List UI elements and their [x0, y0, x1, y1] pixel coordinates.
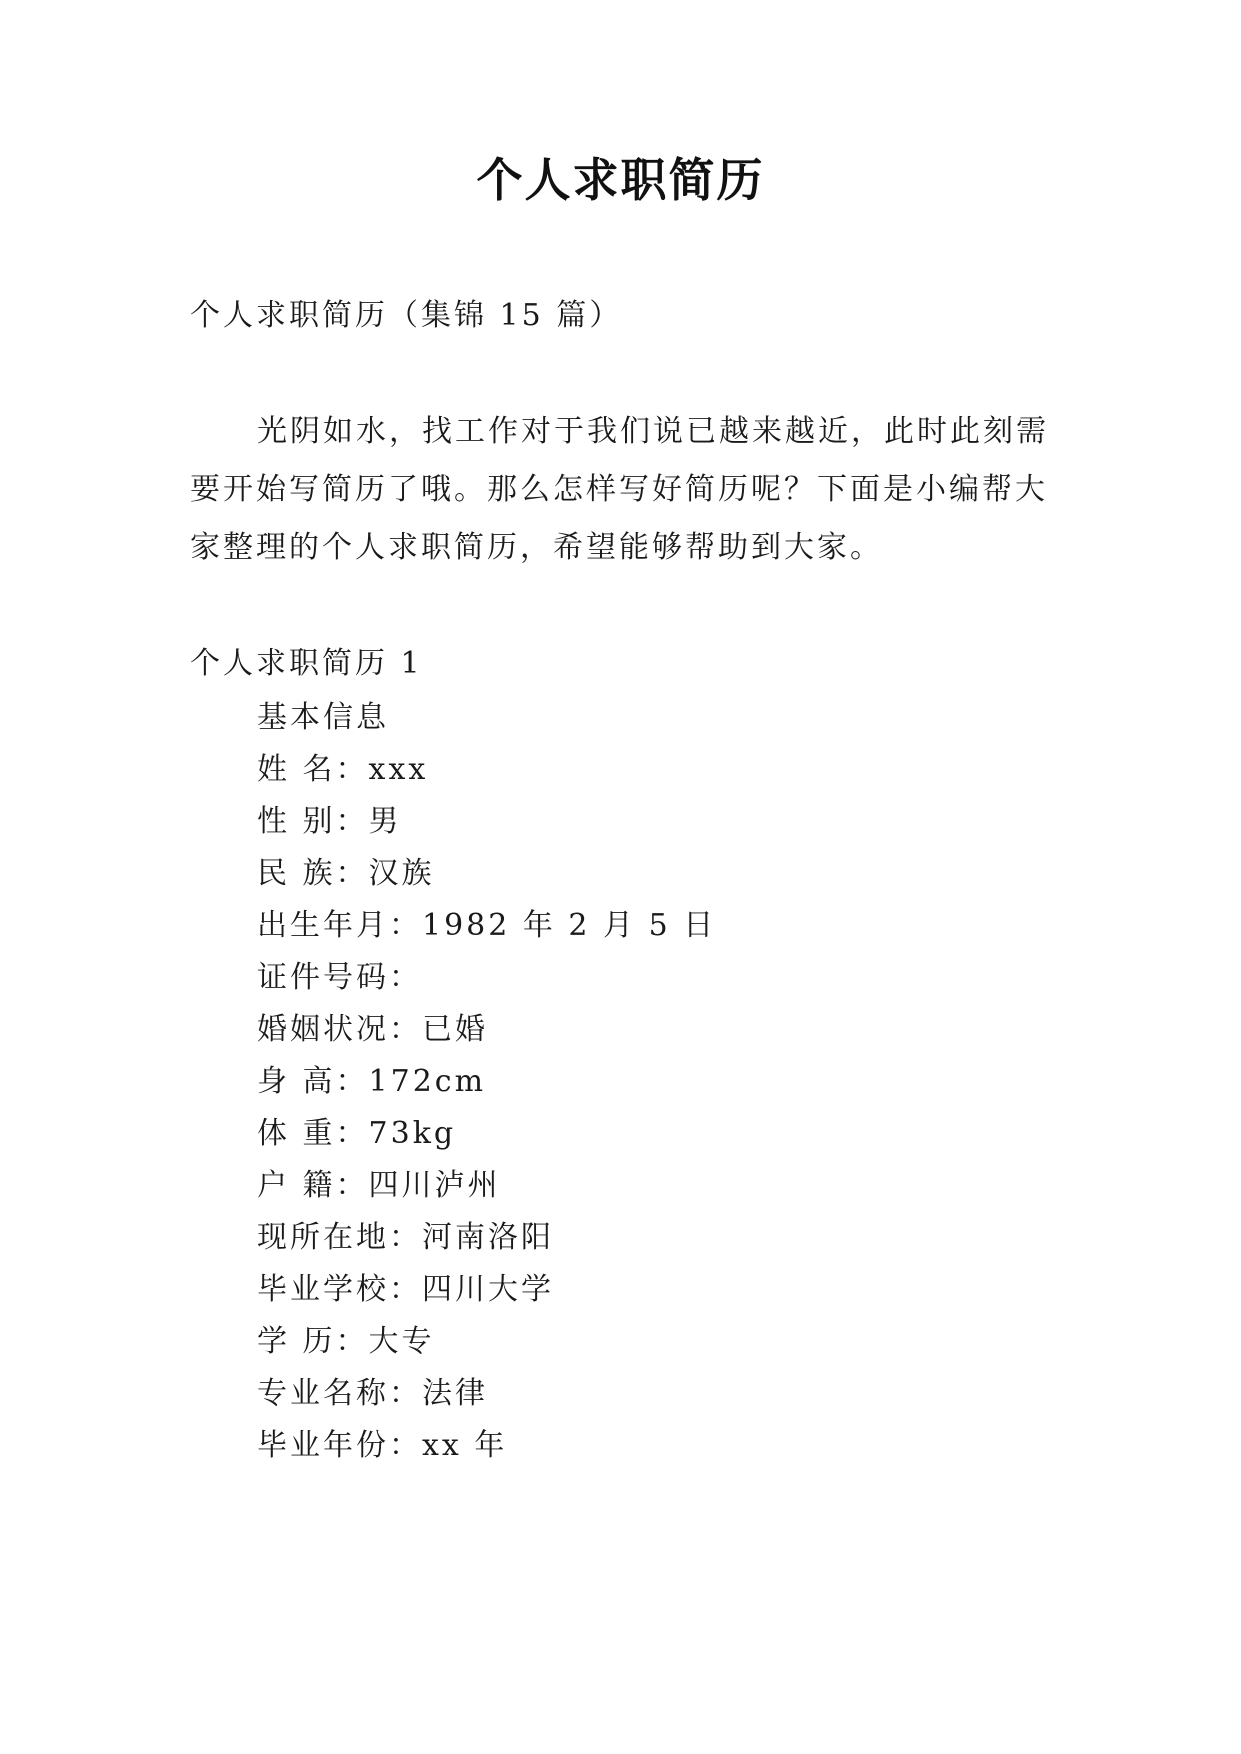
- info-item-ethnicity: 民 族：汉族: [257, 856, 435, 891]
- info-item-weight: 体 重：73kg: [257, 1116, 457, 1151]
- section-title: 个人求职简历 1: [190, 646, 423, 681]
- info-item-gender: 性 别：男: [257, 804, 402, 839]
- info-item-graduation-year: 毕业年份：xx 年: [257, 1428, 508, 1463]
- info-item-height: 身 高：172cm: [257, 1064, 487, 1099]
- info-item-major: 专业名称：法律: [257, 1376, 488, 1411]
- info-item-id-number: 证件号码：: [257, 960, 422, 995]
- info-item-school: 毕业学校：四川大学: [257, 1272, 554, 1307]
- document-subtitle: 个人求职简历（集锦 15 篇）: [190, 298, 623, 333]
- intro-paragraph-line: 要开始写简历了哦。那么怎样写好简历呢？下面是小编帮大: [190, 472, 1048, 507]
- info-item-marital-status: 婚姻状况：已婚: [257, 1012, 488, 1047]
- info-heading: 基本信息: [257, 700, 389, 735]
- info-item-household: 户 籍：四川泸州: [257, 1168, 501, 1203]
- info-item-education: 学 历：大专: [257, 1324, 435, 1359]
- info-item-current-location: 现所在地：河南洛阳: [257, 1220, 554, 1255]
- info-item-birthdate: 出生年月：1982 年 2 月 5 日: [257, 908, 717, 943]
- document-title: 个人求职简历: [476, 153, 765, 207]
- info-item-name: 姓 名：xxx: [257, 752, 429, 787]
- intro-paragraph-line: 光阴如水，找工作对于我们说已越来越近，此时此刻需: [257, 414, 1049, 449]
- intro-paragraph-line: 家整理的个人求职简历，希望能够帮助到大家。: [190, 530, 883, 565]
